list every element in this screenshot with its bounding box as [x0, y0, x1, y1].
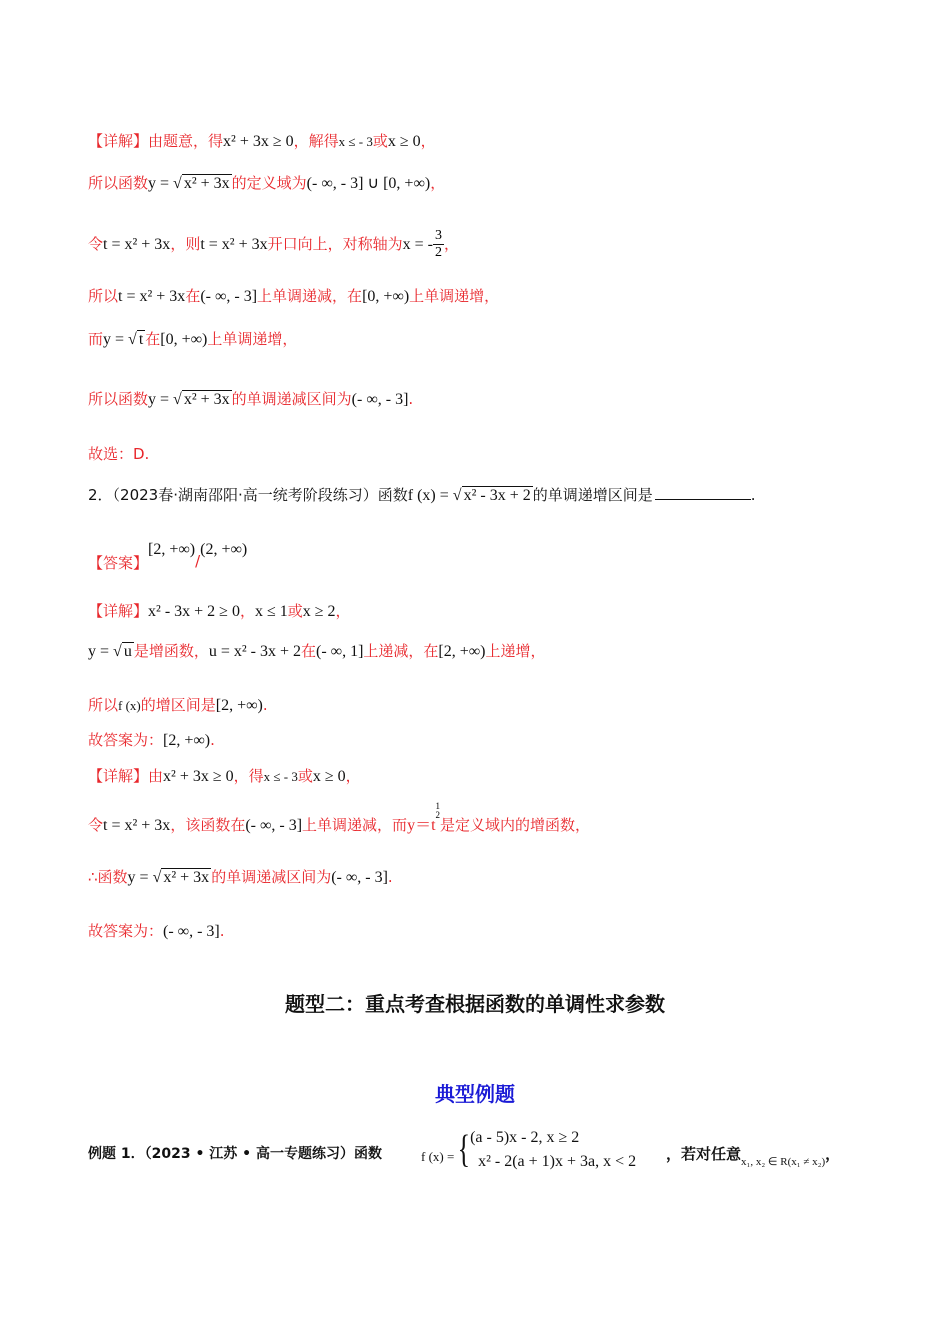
- text: ，得: [233, 767, 264, 785]
- math: y＝t: [407, 817, 436, 834]
- math: (- ∞, - 3]: [245, 817, 303, 834]
- math: (- ∞, - 3]: [200, 288, 258, 305]
- brace: {: [457, 1127, 471, 1171]
- math: [2, +∞): [438, 643, 486, 660]
- question-source: （2023春·湖南邵阳·高一统考阶段练习）函数: [112, 486, 408, 504]
- fraction: [433, 228, 444, 261]
- text: .: [387, 868, 393, 886]
- answer-tag: 【答案】: [88, 554, 149, 572]
- text: 所以: [88, 696, 119, 714]
- math: y =: [103, 331, 129, 348]
- separator: /: [195, 552, 201, 570]
- detail-tag: 【详解】: [88, 602, 149, 620]
- sol3-line1: [88, 765, 361, 786]
- answer-blank: [655, 499, 751, 500]
- math: y =: [148, 391, 174, 408]
- text: ，: [825, 1145, 841, 1163]
- math: x ≥ 0: [387, 133, 421, 150]
- detail-tag: 【详解】: [88, 767, 149, 785]
- math: t = x² + 3x: [103, 236, 171, 253]
- math: x ≥ 0: [312, 768, 346, 785]
- math: [0, +∞): [362, 288, 410, 305]
- text: 故答案为：: [88, 922, 164, 940]
- text: .: [262, 696, 268, 714]
- case-2: x² - 2(a + 1)x + 3a, x < 2: [478, 1153, 637, 1170]
- math: x² + 3x ≥ 0: [163, 768, 234, 785]
- answer-2: [88, 538, 248, 572]
- text: ，该函数在: [170, 816, 246, 834]
- denominator: 2: [435, 245, 442, 260]
- text: 是定义域内的增函数，: [440, 816, 591, 834]
- math: [0, +∞): [160, 331, 208, 348]
- math: x² + 3x ≥ 0: [223, 133, 294, 150]
- math: x = -: [402, 236, 433, 253]
- math: (2, +∞): [200, 541, 248, 558]
- radicand: u: [123, 643, 132, 660]
- text: .: [210, 731, 215, 749]
- denominator: 2: [435, 810, 441, 820]
- text: ，: [430, 174, 446, 192]
- exponent-fraction: [436, 802, 441, 820]
- example1-function: [421, 1126, 636, 1174]
- sol1-line6: 所以函数y = √ x² + 3x 的单调递减区间为(- ∞, - 3].: [88, 390, 414, 408]
- sol1-line3: [88, 228, 459, 261]
- text: 令: [88, 816, 104, 834]
- math: y =: [88, 643, 114, 660]
- question-2: 2．（2023春·湖南邵阳·高一统考阶段练习）函数f (x) = √ x² - 3x + 2 的单调递增区间是 .: [88, 486, 756, 504]
- text: ，: [335, 602, 351, 620]
- text: 上递增，: [485, 642, 546, 660]
- numerator: 3: [435, 228, 442, 243]
- sol2-line4: [88, 729, 215, 750]
- text: 故答案为：: [88, 731, 164, 749]
- sol1-line1: [88, 130, 436, 151]
- text: 所以函数: [88, 390, 149, 408]
- math: x ≤ - 3: [338, 134, 373, 149]
- text: ∴函数: [88, 868, 128, 886]
- radicand: t: [138, 331, 144, 348]
- math: y =: [127, 869, 153, 886]
- text: 的增区间是: [140, 696, 216, 714]
- text: ，: [420, 132, 436, 150]
- text: 由: [148, 767, 164, 785]
- section-title: 题型二：重点考查根据函数的单调性求参数: [285, 992, 665, 1016]
- sol3-line4: [88, 920, 225, 941]
- text: 开口向上，对称轴为: [267, 235, 403, 253]
- radicand: x² + 3x: [183, 391, 230, 408]
- sol2-line3: [88, 694, 268, 715]
- text: .: [219, 922, 225, 940]
- math: (- ∞, - 3]: [351, 391, 409, 408]
- sol1-line4: [88, 285, 499, 306]
- math: f (x): [118, 698, 141, 713]
- text: 上单调递减，而: [302, 816, 408, 834]
- example1-label: 例题 1．（2023 • 江苏 • 高一专题练习）函数: [88, 1146, 382, 1162]
- text: 而: [88, 330, 104, 348]
- sol2-line1: [88, 600, 351, 621]
- text: 的单调递增区间是: [532, 486, 653, 504]
- text: 是增函数，: [133, 642, 209, 660]
- math: t = x² + 3x: [200, 236, 268, 253]
- text: 由题意，得: [148, 132, 224, 150]
- math: [2, +∞): [148, 541, 196, 558]
- sol1-line5: 而y = √ t 在[0, +∞)上单调递增，: [88, 330, 298, 348]
- cases: [470, 1126, 636, 1174]
- math: f (x) =: [421, 1148, 458, 1164]
- math: x₁, x₂ ∈ R(x₁ ≠ x₂): [741, 1156, 826, 1168]
- text: 上单调递增，: [207, 330, 298, 348]
- example1-tail: [666, 1143, 841, 1168]
- sol1-line2: 所以函数y = √ x² + 3x 的定义域为(- ∞, - 3] ∪ [0, +∞)，: [88, 174, 446, 192]
- math: f (x) =: [407, 487, 453, 504]
- math: y =: [148, 175, 174, 192]
- text: ，则: [170, 235, 201, 253]
- radicand: x² + 3x: [163, 869, 210, 886]
- math: x ≥ 2: [302, 603, 336, 620]
- text: ，解得: [293, 132, 339, 150]
- text: 在: [145, 330, 161, 348]
- text: .: [408, 390, 414, 408]
- question-number: 2．: [88, 486, 113, 504]
- text: 令: [88, 235, 104, 253]
- text: 的单调递减区间为: [231, 390, 352, 408]
- math: (- ∞, 1]: [316, 643, 364, 660]
- math: x² - 3x + 2 ≥ 0: [148, 603, 240, 620]
- math: [2, +∞): [215, 697, 263, 714]
- math: (- ∞, - 3] ∪ [0, +∞): [306, 175, 431, 192]
- text: 或: [297, 767, 313, 785]
- math: [2, +∞): [163, 732, 211, 749]
- text: 上单调递减，在: [257, 287, 363, 305]
- math: t = x² + 3x: [103, 817, 171, 834]
- math: t = x² + 3x: [118, 288, 186, 305]
- subsection-title: 典型例题: [435, 1082, 515, 1106]
- text: 上单调递增，: [409, 287, 500, 305]
- radicand: x² + 3x: [183, 175, 230, 192]
- text: 在: [301, 642, 317, 660]
- text: ，: [239, 602, 255, 620]
- text: .: [750, 486, 756, 504]
- sol2-line2: y = √ u 是增函数，u = x² - 3x + 2在(- ∞, 1]上递减，在[2, +∞)上递增，: [88, 642, 546, 660]
- text: 的单调递减区间为: [211, 868, 332, 886]
- text: ，若对任意: [666, 1145, 742, 1163]
- text: 的定义域为: [231, 174, 307, 192]
- sol3-line2: [88, 801, 591, 835]
- math: (- ∞, - 3]: [163, 923, 220, 940]
- text: 上递减，在: [363, 642, 439, 660]
- text: ，: [345, 767, 361, 785]
- sol1-line7: 故选：D.: [88, 445, 150, 463]
- text: 所以: [88, 287, 119, 305]
- case-1: (a - 5)x - 2, x ≥ 2: [470, 1129, 580, 1146]
- math: x ≤ - 3: [263, 769, 298, 784]
- text: ，: [444, 235, 460, 253]
- numerator: 1: [435, 801, 441, 811]
- math: (- ∞, - 3]: [331, 869, 388, 886]
- math: x ≤ 1: [254, 603, 288, 620]
- sol3-line3: ∴函数y = √ x² + 3x 的单调递减区间为(- ∞, - 3].: [88, 868, 393, 886]
- math: u = x² - 3x + 2: [208, 643, 301, 660]
- text: 所以函数: [88, 174, 149, 192]
- detail-tag: 【详解】: [88, 132, 149, 150]
- text: 在: [185, 287, 201, 305]
- text: 或: [372, 132, 388, 150]
- radicand: x² - 3x + 2: [463, 487, 531, 504]
- text: 或: [287, 602, 303, 620]
